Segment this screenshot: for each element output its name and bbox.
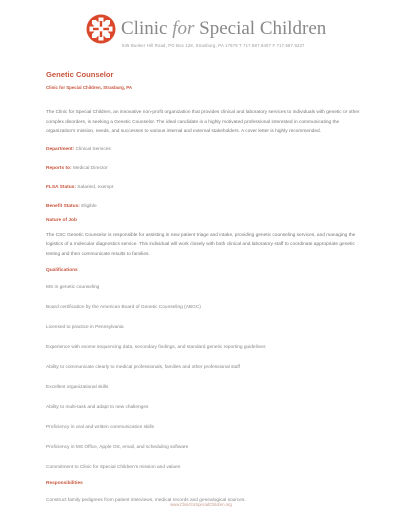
field-label: Department:: [46, 146, 75, 152]
letterhead-address: 535 Bunker Hill Road, PO Box 128, Strasburg, PA 17579 T 717.687.9407 F 717.687.9237: [122, 43, 305, 48]
field-benefit-status: [46, 204, 364, 210]
job-posting: [46, 70, 364, 504]
brand-word-for: for: [172, 18, 195, 39]
brand-word-clinic: Clinic: [121, 18, 168, 39]
section-heading-qualifications: Qualifications: [46, 267, 78, 273]
qualification-item: Board certification by the American Board of Genetic Counseling (ABGC): [46, 304, 201, 310]
qualification-item: Licensed to practice in Pennsylvania: [46, 324, 124, 330]
field-reports-to: [46, 166, 364, 172]
field-flsa-status: [46, 185, 364, 191]
qualification-item: Ability to multi-task and adapt to new challenges: [46, 404, 149, 410]
brand-name: [121, 18, 326, 40]
section-heading-responsibilities: Responsibilities: [46, 480, 83, 486]
field-label: FLSA Status:: [46, 184, 76, 190]
field-value: Medical Director: [72, 165, 108, 171]
qualification-item: Proficiency in oral and written communication skills: [46, 424, 154, 430]
qualification-item: Proficiency in MS Office, Apple OS, email, and scheduling software: [46, 444, 189, 450]
job-title: Genetic Counselor: [46, 70, 114, 79]
field-value: Salaried, exempt: [77, 184, 114, 190]
qualification-item: Experience with exome sequencing data, secondary findings, and standard genetic reporting guidelines: [46, 344, 266, 350]
qualification-item: Ability to communicate clearly to medical professionals, families and other professional staff: [46, 364, 241, 370]
field-value: Eligible: [81, 203, 97, 209]
brand-word-special-children: Special Children: [199, 18, 327, 39]
footer-url[interactable]: www.ClinicforSpecialChildren.org: [170, 502, 232, 507]
field-label: Benefit Status:: [46, 203, 80, 209]
qualification-item: MS in genetic counseling: [46, 284, 100, 290]
quilt-star-logo-icon: [86, 14, 116, 44]
nature-paragraph: The CSC Genetic Counselor is responsible for assisting in new patient triage and intake, providing genetic counseling services, and managing the logistics of a molecular diagnostics service. This individual will work closely with both clinical and laboratory staff to coordinate appropriate genetic testing and then communicate results to families.: [46, 232, 356, 257]
field-value: Clinical Services: [75, 146, 111, 152]
intro-paragraph: The Clinic for Special Children, an innovative non-profit organization that provides clinical and laboratory services to individuals with genetic or other complex disorders, is seeking a Genetic Counselor. The ideal candidate is a highly motivated professional interested in communicating the organization's mission, needs, and successes to various internal and external stakeholders. A cover letter is highly recommended.: [46, 110, 360, 135]
section-heading-nature: Nature of Job: [46, 217, 77, 223]
job-location: Clinic for Special Children, Strasburg, PA: [46, 85, 133, 90]
field-department: [46, 147, 364, 153]
responsibility-item: Construct family pedigrees from patient interviews, medical records and genealogical sources.: [46, 497, 246, 503]
qualification-item: Excellent organizational skills: [46, 384, 109, 390]
letterhead: [86, 12, 386, 54]
qualification-item: Commitment to Clinic for Special Children's mission and values: [46, 464, 181, 470]
field-label: Reports to:: [46, 165, 72, 171]
